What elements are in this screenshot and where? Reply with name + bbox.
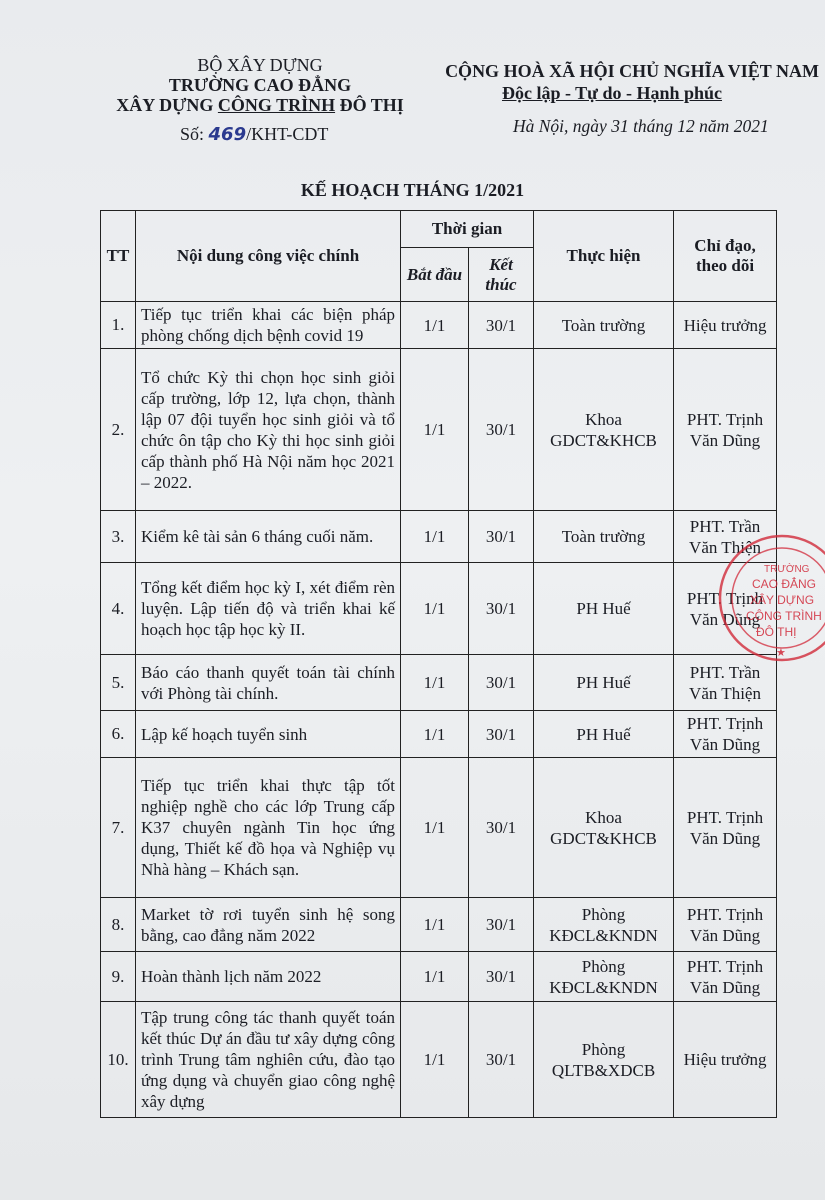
- row-director: PHT. Trần Văn Thiện: [674, 655, 777, 711]
- row-end: 30/1: [469, 511, 534, 563]
- row-performer: Phòng KĐCL&KNDN: [534, 952, 674, 1002]
- row-director: Hiệu trưởng: [674, 302, 777, 349]
- row-content: Tổng kết điểm học kỳ I, xét điểm rèn luyện. Lập tiến độ và triển khai kế hoạch học tập học kỳ II.: [136, 563, 401, 655]
- row-director: PHT. Trịnh Văn Dũng: [674, 711, 777, 758]
- row-content: Tiếp tục triển khai các biện pháp phòng chống dịch bệnh covid 19: [136, 302, 401, 349]
- row-director: PHT. Trần Văn Thiện: [674, 511, 777, 563]
- row-number: 1.: [101, 302, 136, 349]
- row-content: Market tờ rơi tuyển sinh hệ song bằng, cao đẳng năm 2022: [136, 898, 401, 952]
- school-name-line2: [95, 95, 425, 115]
- row-content: Tiếp tục triển khai thực tập tốt nghiệp nghề cho các lớp Trung cấp K37 chuyên ngành Tin học ứng dụng, Thiết kế đồ họa và Nghiệp vụ Nhà hàng – Khách sạn.: [136, 758, 401, 898]
- row-director: PHT. Trịnh Văn Dũng: [674, 898, 777, 952]
- table-row: [101, 758, 777, 898]
- table-row: [101, 349, 777, 511]
- row-director: PHT. Trịnh Văn Dũng: [674, 349, 777, 511]
- row-performer: PH Huế: [534, 655, 674, 711]
- row-number: 4.: [101, 563, 136, 655]
- row-performer: Phòng KĐCL&KNDN: [534, 898, 674, 952]
- row-start: 1/1: [401, 563, 469, 655]
- header-content: Nội dung công việc chính: [136, 211, 401, 302]
- nation-name: CỘNG HOÀ XÃ HỘI CHỦ NGHĨA VIỆT NAM: [445, 61, 819, 81]
- row-end: 30/1: [469, 898, 534, 952]
- row-performer: Toàn trường: [534, 511, 674, 563]
- table-row: [101, 898, 777, 952]
- row-performer: Khoa GDCT&KHCB: [534, 349, 674, 511]
- row-start: 1/1: [401, 349, 469, 511]
- school-name-part-a: XÂY DỰNG: [116, 95, 218, 115]
- row-performer: Phòng QLTB&XDCB: [534, 1002, 674, 1118]
- row-director: PHT. Trịnh Văn Dũng: [674, 952, 777, 1002]
- row-number: 3.: [101, 511, 136, 563]
- svg-text:XÂY DỰNG: XÂY DỰNG: [750, 593, 815, 607]
- ministry-name: BỘ XÂY DỰNG: [197, 55, 323, 75]
- row-end: 30/1: [469, 711, 534, 758]
- school-name-part-c: ĐÔ THỊ: [335, 95, 404, 115]
- row-performer: Toàn trường: [534, 302, 674, 349]
- table-row: [101, 302, 777, 349]
- issuer-header: [95, 55, 425, 115]
- row-end: 30/1: [469, 758, 534, 898]
- national-header: [432, 60, 825, 104]
- row-content: Báo cáo thanh quyết toán tài chính với Phòng tài chính.: [136, 655, 401, 711]
- table-row: [101, 952, 777, 1002]
- row-performer: Khoa GDCT&KHCB: [534, 758, 674, 898]
- row-director: PHT. Trịnh Văn Dũng: [674, 563, 777, 655]
- row-performer: PH Huế: [534, 711, 674, 758]
- row-start: 1/1: [401, 898, 469, 952]
- row-start: 1/1: [401, 511, 469, 563]
- row-start: 1/1: [401, 302, 469, 349]
- header-start: Bắt đầu: [401, 248, 469, 302]
- header-end: Kết thúc: [469, 248, 534, 302]
- school-name-part-b: CÔNG TRÌNH: [217, 95, 336, 115]
- doc-no-label: Số:: [180, 124, 205, 144]
- row-content: Hoàn thành lịch năm 2022: [136, 952, 401, 1002]
- document-number: [180, 124, 328, 145]
- row-number: 9.: [101, 952, 136, 1002]
- row-number: 6.: [101, 711, 136, 758]
- row-end: 30/1: [469, 349, 534, 511]
- row-end: 30/1: [469, 952, 534, 1002]
- place-date: Hà Nội, ngày 31 tháng 12 năm 2021: [513, 116, 769, 136]
- row-end: 30/1: [469, 302, 534, 349]
- row-start: 1/1: [401, 952, 469, 1002]
- row-end: 30/1: [469, 655, 534, 711]
- row-director: PHT. Trịnh Văn Dũng: [674, 758, 777, 898]
- doc-no-handwritten: 469: [208, 124, 247, 145]
- row-performer: PH Huế: [534, 563, 674, 655]
- doc-no-suffix: /KHT-CDT: [246, 124, 329, 144]
- row-content: Lập kế hoạch tuyển sinh: [136, 711, 401, 758]
- school-name-line1: TRƯỜNG CAO ĐẲNG: [168, 75, 352, 95]
- header-tt: TT: [101, 211, 136, 302]
- table-row: [101, 655, 777, 711]
- row-number: 5.: [101, 655, 136, 711]
- row-number: 2.: [101, 349, 136, 511]
- row-end: 30/1: [469, 1002, 534, 1118]
- row-end: 30/1: [469, 563, 534, 655]
- header-performer: Thực hiện: [534, 211, 674, 302]
- table-row: [101, 1002, 777, 1118]
- row-number: 7.: [101, 758, 136, 898]
- row-content: Tổ chức Kỳ thi chọn học sinh giỏi cấp trường, lớp 12, lựa chọn, thành lập 07 đội tuyển học sinh giỏi và tổ chức ôn tập cho Kỳ thi học sinh giỏi cấp thành phố Hà Nội năm học 2021 – 2022.: [136, 349, 401, 511]
- svg-text:★: ★: [776, 646, 786, 659]
- document-title: KẾ HOẠCH THÁNG 1/2021: [300, 180, 525, 200]
- plan-table: [100, 210, 777, 1118]
- svg-text:CAO ĐẲNG: CAO ĐẲNG: [752, 577, 817, 591]
- svg-text:TRƯỜNG: TRƯỜNG: [764, 564, 810, 575]
- table-row: [101, 511, 777, 563]
- row-start: 1/1: [401, 711, 469, 758]
- table-row: [101, 711, 777, 758]
- svg-text:CÔNG TRÌNH: CÔNG TRÌNH: [746, 609, 822, 623]
- row-start: 1/1: [401, 1002, 469, 1118]
- row-content: Kiểm kê tài sản 6 tháng cuối năm.: [136, 511, 401, 563]
- svg-text:ĐÔ THỊ: ĐÔ THỊ: [756, 625, 797, 639]
- row-start: 1/1: [401, 758, 469, 898]
- red-seal-stamp: [712, 528, 825, 668]
- row-number: 10.: [101, 1002, 136, 1118]
- row-content: Tập trung công tác thanh quyết toán kết thúc Dự án đầu tư xây dựng công trình Trung tâm nghiên cứu, đào tạo ứng dụng và chuyển giao công nghệ xây dựng: [136, 1002, 401, 1118]
- header-time: Thời gian: [401, 211, 534, 248]
- row-director: Hiệu trưởng: [674, 1002, 777, 1118]
- row-start: 1/1: [401, 655, 469, 711]
- header-director: Chỉ đạo, theo dõi: [674, 211, 777, 302]
- national-motto: Độc lập - Tự do - Hạnh phúc: [501, 83, 723, 103]
- row-number: 8.: [101, 898, 136, 952]
- table-row: [101, 563, 777, 655]
